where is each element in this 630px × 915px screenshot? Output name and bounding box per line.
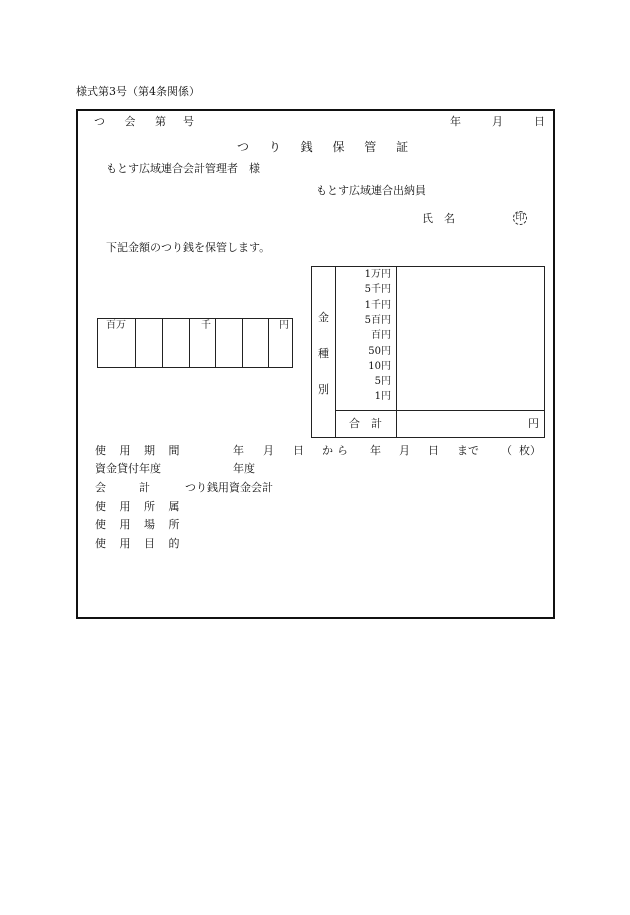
- form-id: 様式第3号（第4条関係）: [76, 85, 200, 98]
- account-label: 会 計: [95, 481, 150, 494]
- department-label: 使 用 所 属: [95, 500, 185, 513]
- fiscal-year-label: 資金貸付年度: [95, 462, 161, 475]
- period-year-end: 年: [370, 444, 381, 457]
- period-day-end: 日: [428, 444, 439, 457]
- statement: 下記金額のつり銭を保管します。: [106, 241, 271, 254]
- issuer: もとす広域連合出納員: [316, 184, 426, 197]
- unit-en: 円: [279, 320, 289, 331]
- account-value: つり銭用資金会計: [185, 481, 273, 494]
- denomination-item: 10円: [368, 360, 391, 372]
- denomination-item: 50円: [368, 345, 391, 357]
- kinshu-label-3: 別: [318, 383, 329, 396]
- kinshu-label-1: 金: [318, 311, 329, 324]
- count-open-paren: （: [501, 444, 512, 457]
- total-unit: 円: [528, 417, 539, 430]
- period-year-start: 年: [233, 444, 244, 457]
- period-month-start: 月: [263, 444, 274, 457]
- denomination-item: 1万円: [364, 269, 391, 280]
- fiscal-year-value: 年度: [233, 462, 255, 475]
- period-label: 使 用 期 間: [95, 444, 185, 457]
- denomination-item: 百円: [371, 330, 391, 342]
- document-number-label: つ 会 第 号: [94, 115, 197, 128]
- unit-sen: 千: [201, 320, 211, 331]
- period-until: まで: [457, 444, 479, 457]
- denomination-item: 1円: [374, 391, 391, 403]
- period-from: から: [322, 444, 352, 457]
- purpose-label: 使 用 目 的: [95, 537, 185, 550]
- unit-hyakuman: 百万: [106, 320, 126, 331]
- count-close: 枚）: [519, 444, 541, 457]
- denomination-list: [336, 270, 391, 410]
- place-label: 使 用 場 所: [95, 518, 185, 531]
- amount-box: [97, 318, 293, 368]
- addressee: もとす広域連合会計管理者 様: [106, 162, 260, 175]
- period-day-start: 日: [293, 444, 304, 457]
- denomination-item: 5千円: [364, 284, 391, 296]
- kinshu-label-2: 種: [318, 347, 329, 360]
- name-label: 氏 名: [422, 212, 455, 225]
- document-title: つ り 銭 保 管 証: [237, 140, 409, 154]
- denomination-item: 1千円: [364, 299, 391, 311]
- total-label: 合 計: [349, 417, 382, 430]
- denomination-item: 5円: [374, 376, 391, 388]
- seal-mark: 印: [513, 211, 527, 225]
- denomination-item: 5百円: [364, 314, 391, 326]
- issue-date-label: 年 月 日: [450, 115, 548, 128]
- period-month-end: 月: [399, 444, 410, 457]
